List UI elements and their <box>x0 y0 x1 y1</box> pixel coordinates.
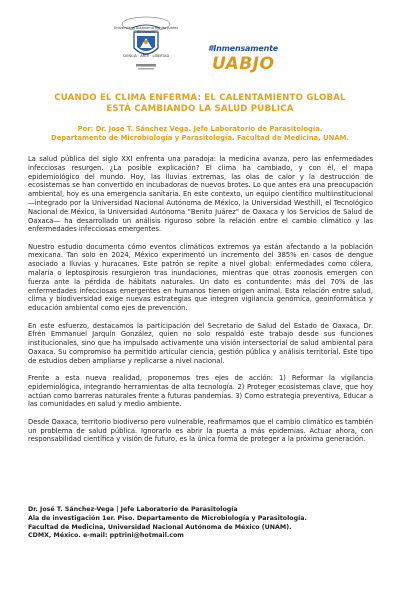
crest-icon <box>118 4 174 80</box>
crest-caption-top: Universidad Autónoma Benito Juárez de Oaxaca <box>113 26 179 34</box>
crest-caption-bottom: CIENCIA · ARTE · LIBERTAD <box>122 54 170 58</box>
article-body <box>28 155 373 453</box>
page-header <box>0 0 400 85</box>
article-byline <box>14 125 386 143</box>
university-crest-logo <box>118 4 174 80</box>
paragraph: En este esfuerzo, destacamos la participación del Secretario de Salud del Estado de Oaxaca, Dr. Efrén Emmanuel Jarquín González, quien no solo respaldó este trabajo desde sus funciones institucionales, sino que ha impulsado activamente una visión intersectorial de salud ambiental para Oaxaca. Su compromiso ha permitido articular ciencia, gestión pública y análisis territorial. Este tipo de estudios deben ampliarse y replicarse a nivel nacional. <box>28 321 373 365</box>
brand-logo <box>208 44 300 74</box>
paragraph: Nuestro estudio documenta cómo eventos climáticos extremos ya están afectando a la población mexicana. Tan solo en 2024, México experimentó un incremento del 385% en casos de dengue asociado a lluvias y huracanes. Este patrón se repite a nivel global: enfermedades como cólera, malaria o leptospirosis resurgieron tras inundaciones, mientras que otras zoonosis emergen con fuerza ante la pérdida de hábitats naturales. Un dato es contundente: más del 70% de las enfermedades infecciosas emergentes en humanos tienen origen animal. Esta relación entre salud, clima y biodiversidad exige nuevas estrategias que integren vigilancia genómica, geoinformática y educación ambiental como ejes de prevención. <box>28 242 373 313</box>
article-title-line2: ESTÁ CAMBIANDO LA SALUD PÚBLICA <box>106 104 294 114</box>
paragraph: Frente a esta nueva realidad, proponemos tres ejes de acción: 1) Reformar la vigilancia epidemiológica, integrando herramientas de alta tecnología. 2) Proteger ecosistemas clave, que hoy actúan como barreras naturales frente a futuras pandemias. 3) Como estrategia preventiva, Educar a las comunidades en salud y medio ambiente. <box>28 374 373 409</box>
footer-email-line: CDMX, México. e-mail: pptrini@hotmail.com <box>28 532 184 540</box>
article-title <box>14 93 386 115</box>
author-signature-block <box>28 506 373 541</box>
paragraph: La salud pública del siglo XXI enfrenta una paradoja: la medicina avanza, pero las enfermedades infecciosas resurgen. ¿La posible explicación? El clima ha cambiado, y con él, el mapa epidemiológico del mundo. Hoy, las lluvias extremas, las olas de calor y la destrucción de ecosistemas se han convertido en incubadoras de nuevos brotes. Lo que antes era una preocupación ambiental, hoy es una emergencia sanitaria. En este contexto, un equipo científico multiinstitucional —integrado por la Universidad Nacional Autónoma de México, la Universidad Westhill, el Tecnológico Nacional de México, la Universidad Autónoma "Benito Juárez" de Oaxaca y los Servicios de Salud de Oaxaca— ha desarrollado un análisis riguroso sobre la relación entre el cambio climático y las enfermedades infecciosas emergentes. <box>28 155 373 234</box>
footer-line: Ala de investigación 1er. Piso. Departamento de Microbiología y Parasitología. <box>28 514 307 522</box>
brand-tagline: #Inmensamente <box>208 44 278 53</box>
brand-name: UABJO <box>212 54 275 74</box>
article-title-line1: CUANDO EL CLIMA ENFERMA: EL CALENTAMIENTO GLOBAL <box>54 93 346 103</box>
byline-line1: Por: Dr. José T. Sánchez Vega. Jefe Laboratorio de Parasitología. <box>77 125 323 133</box>
footer-line: Dr. José T. Sánchez-Vega | Jefe Laboratorio de Parasitología <box>28 506 238 513</box>
paragraph: Desde Oaxaca, territorio biodiverso pero vulnerable, reafirmamos que el cambio climático es también un problema de salud pública. Ignorarlo es abrir la puerta a más epidemias. Actuar ahora, con responsabilidad científica y visión de futuro, es la única forma de proteger a la próxima generación. <box>28 417 373 444</box>
footer-line: Facultad de Medicina, Universidad Nacional Autónoma de México (UNAM). <box>28 523 292 531</box>
byline-line2: Departamento de Microbiología y Parasitología. Facultad de Medicina, UNAM. <box>51 134 349 142</box>
